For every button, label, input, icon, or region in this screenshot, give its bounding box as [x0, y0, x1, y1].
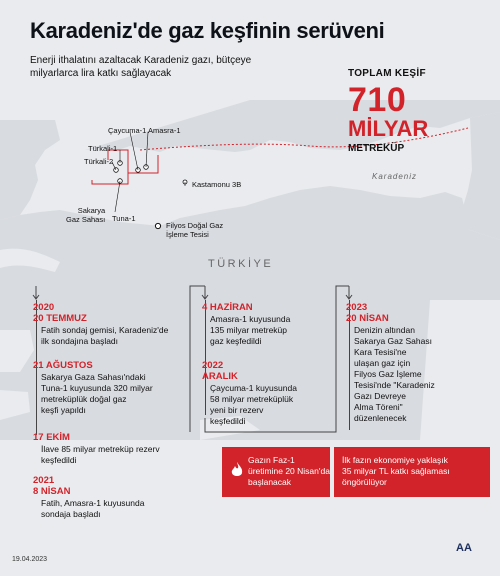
- label-sea: Karadeniz: [372, 172, 418, 181]
- event-text: Amasra-1 kuyusunda 135 milyar metreküp gaz keşfedildi: [210, 314, 291, 346]
- event-date: 2022 ARALIK: [202, 360, 238, 382]
- event-text: Sakarya Gaza Sahası'ndaki Tuna-1 kuyusunda 320 milyar metreküplük doğal gaz keşfi yapıldı: [41, 372, 153, 415]
- label-tuna: Tuna-1: [112, 214, 136, 223]
- production-text: Gazın Faz-1 üretimine 20 Nisan'da başlanacak: [248, 455, 330, 487]
- event-text: Denizin altından Sakarya Gaz Sahası Kara Tesisi'ne ulaşan gaz için Filyos Gaz İşleme Tesisi'nde "Karadeniz Gazı Devreye Alma Töreni" düzenlenecek: [354, 325, 435, 423]
- event-2020-10-17: [33, 432, 203, 466]
- total-unit: MİLYAR: [348, 116, 429, 141]
- event-date: 2021 8 NİSAN: [33, 475, 71, 497]
- label-amasra: Amasra-1: [148, 126, 181, 135]
- economy-text: İlk fazın ekonomiye yaklaşık 35 milyar TL katkı sağlaması öngörülüyor: [342, 455, 450, 487]
- label-country: TÜRKİYE: [208, 258, 274, 270]
- event-2023-04-20: [346, 302, 486, 424]
- publish-date: 19.04.2023: [12, 556, 48, 563]
- event-date: 21 AĞUSTOS: [33, 360, 93, 371]
- event-date: 17 EKİM: [33, 432, 70, 443]
- production-note: [222, 447, 330, 497]
- total-unit2: METREKÜP: [348, 143, 405, 154]
- event-2021-04-08: [33, 475, 203, 520]
- event-2020-07-20: [33, 302, 203, 347]
- label-turkali2: Türkali-2: [84, 157, 114, 166]
- total-discovery: [348, 68, 468, 154]
- event-date: 4 HAZİRAN: [202, 302, 253, 313]
- flame-icon: [230, 461, 244, 479]
- label-caycuma: Çaycuma-1: [108, 126, 147, 135]
- event-text: Çaycuma-1 kuyusunda 58 milyar metreküplük yeni bir rezerv keşfedildi: [210, 383, 297, 426]
- event-text: Fatih sondaj gemisi, Karadeniz'de ilk sondajına başladı: [41, 325, 169, 346]
- event-2020-08-21: [33, 360, 203, 416]
- page-subtitle: Enerji ithalatını azaltacak Karadeniz gazı, bütçeye milyarlarca lira katkı sağlayacak: [30, 55, 252, 79]
- filyos-facility: [155, 223, 160, 228]
- economy-note: [334, 447, 490, 497]
- label-sakarya: Sakarya Gaz Sahası: [66, 206, 106, 224]
- event-date: 2023 20 NİSAN: [346, 302, 389, 324]
- label-turkali1: Türkali-1: [88, 144, 118, 153]
- page-title: Karadeniz'de gaz keşfinin serüveni: [30, 18, 385, 43]
- aa-logo: AA: [456, 542, 472, 554]
- event-2021-06-04: [202, 302, 342, 347]
- event-text: İlave 85 milyar metreküp rezerv keşfedildi: [41, 444, 160, 465]
- event-text: Fatih, Amasra-1 kuyusunda sondaja başladı: [41, 498, 145, 519]
- label-kastamonu: Kastamonu 3B: [192, 180, 242, 189]
- label-filyos: Filyos Doğal Gaz İşleme Tesisi: [166, 221, 224, 239]
- total-label: TOPLAM KEŞİF: [348, 68, 426, 79]
- total-value: 710: [348, 81, 407, 119]
- event-2022-12: [202, 360, 342, 427]
- event-date: 2020 20 TEMMUZ: [33, 302, 87, 324]
